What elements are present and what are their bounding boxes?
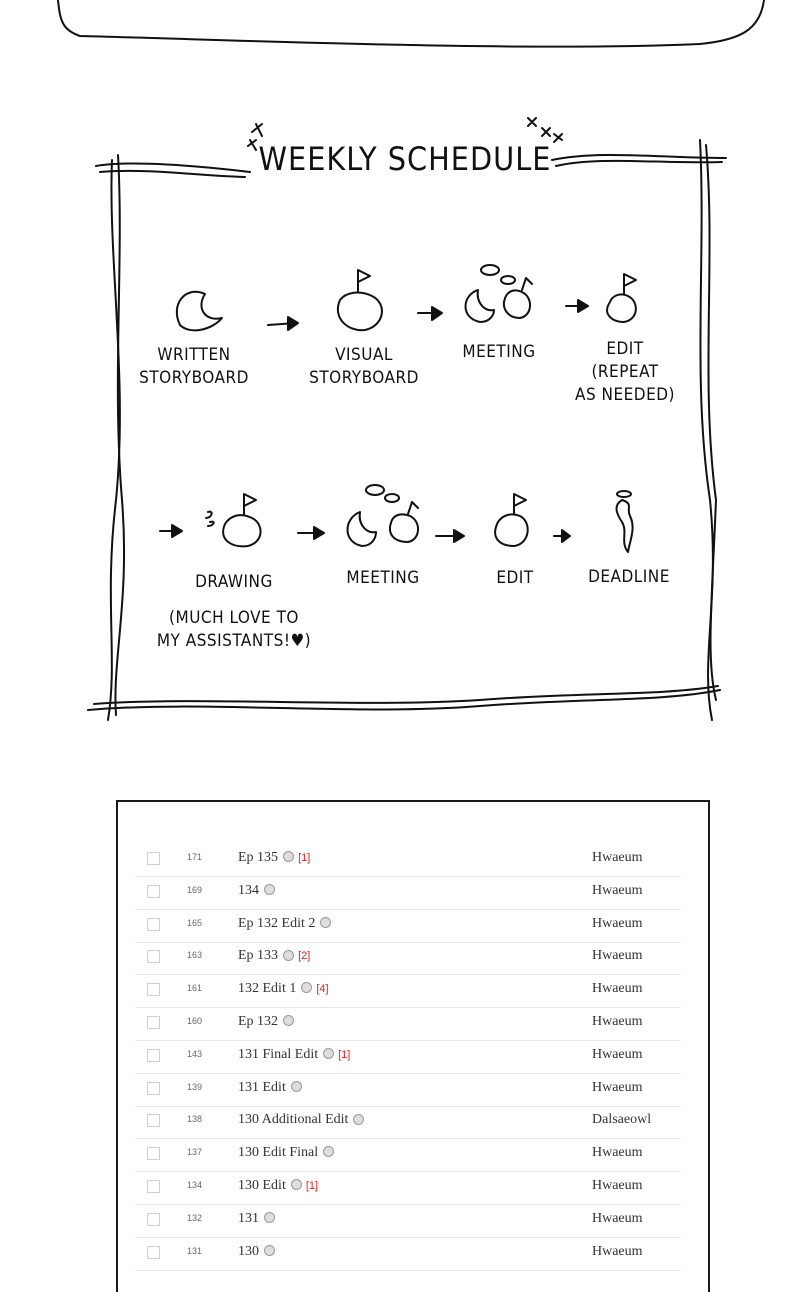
comment-count: [1] (298, 852, 311, 864)
post-author: Hwaeum (592, 882, 643, 898)
post-author: Hwaeum (592, 1046, 643, 1062)
post-title[interactable] (238, 948, 310, 964)
image-attachment-icon (264, 884, 275, 895)
step-label: DRAWING (195, 572, 273, 592)
post-title[interactable] (238, 1211, 279, 1227)
post-number: 163 (187, 950, 203, 961)
post-title[interactable] (238, 1047, 350, 1063)
table-row[interactable] (135, 1237, 681, 1271)
post-number: 165 (187, 917, 203, 928)
post-number: 139 (187, 1081, 203, 1092)
step-written-storyboard (138, 344, 250, 390)
image-attachment-icon (323, 1048, 334, 1059)
comment-count: [4] (316, 983, 329, 996)
step-label: STORYBOARD (139, 368, 249, 388)
comment-count: [1] (338, 1048, 351, 1061)
post-title[interactable] (238, 883, 279, 899)
blob-character-icon (504, 290, 530, 318)
image-attachment-icon (264, 1212, 275, 1223)
post-author: Hwaeum (592, 1210, 643, 1226)
speech-bubble-outline (58, 0, 764, 47)
blob-character-icon (223, 515, 260, 546)
step-label: MY ASSISTANTS!♥) (156, 631, 312, 651)
step-visual-storyboard (306, 344, 422, 390)
image-attachment-icon (283, 950, 294, 961)
image-attachment-icon (291, 1081, 302, 1092)
table-row[interactable] (135, 1105, 681, 1139)
row-checkbox[interactable] (147, 1114, 160, 1127)
post-title-text[interactable]: 131 Edit (238, 1079, 286, 1095)
post-title[interactable] (238, 1080, 306, 1096)
post-number: 134 (187, 1180, 203, 1190)
post-title-text[interactable]: 130 Additional Edit (238, 1112, 349, 1128)
step-label: DEADLINE (588, 567, 670, 587)
post-title-text[interactable]: 131 Final Edit (238, 1046, 319, 1062)
post-title[interactable] (238, 850, 310, 866)
comment-count: [2] (298, 950, 311, 963)
blob-character-icon (607, 294, 636, 322)
step-label: VISUAL (335, 345, 393, 365)
step-label: EDIT (606, 339, 644, 359)
image-attachment-icon (291, 1179, 302, 1190)
table-row[interactable] (135, 876, 681, 910)
post-title-text[interactable]: 131 (238, 1210, 259, 1226)
table-row[interactable] (135, 1073, 681, 1107)
table-row[interactable] (135, 1171, 681, 1205)
step-meeting (448, 341, 550, 364)
post-author: Hwaeum (592, 1178, 643, 1193)
row-checkbox[interactable] (147, 983, 160, 996)
step-drawing (176, 571, 292, 594)
post-number: 131 (187, 1245, 203, 1256)
post-title[interactable] (238, 916, 335, 932)
post-number: 161 (187, 983, 203, 994)
step-edit-repeat (566, 338, 684, 407)
post-number: 160 (187, 1016, 203, 1026)
table-row[interactable] (135, 1204, 681, 1238)
table-row[interactable] (135, 974, 681, 1008)
post-title-text[interactable]: Ep 132 (238, 1014, 279, 1029)
image-attachment-icon (320, 917, 331, 928)
comment-count: [1] (305, 1180, 319, 1192)
row-checkbox[interactable] (147, 1180, 160, 1193)
table-row[interactable] (135, 843, 681, 877)
table-row[interactable] (135, 941, 681, 975)
post-title-text[interactable]: 132 Edit 1 (238, 981, 297, 997)
image-attachment-icon (353, 1114, 364, 1125)
post-number: 171 (187, 852, 203, 862)
step-meeting-2 (330, 567, 436, 590)
row-checkbox[interactable] (147, 1147, 160, 1160)
post-number: 137 (187, 1147, 203, 1158)
moon-character-icon (466, 290, 495, 322)
moon-character-icon (177, 292, 222, 331)
post-author: Hwaeum (592, 1014, 643, 1029)
step-drawing-note (146, 607, 322, 653)
post-title[interactable] (238, 981, 329, 997)
post-title-text[interactable]: Ep 135 (238, 850, 279, 865)
image-attachment-icon (301, 982, 312, 993)
row-checkbox[interactable] (147, 1246, 160, 1259)
row-checkbox[interactable] (147, 1049, 160, 1062)
post-author: Hwaeum (592, 948, 643, 964)
blob-character-icon (390, 514, 418, 542)
row-checkbox[interactable] (147, 950, 160, 963)
image-attachment-icon (283, 1015, 294, 1026)
post-title-text[interactable]: 130 Edit Final (238, 1145, 319, 1161)
step-label: (MUCH LOVE TO (169, 608, 299, 628)
post-author: Hwaeum (592, 1079, 643, 1095)
row-checkbox[interactable] (147, 1082, 160, 1095)
step-deadline (580, 566, 678, 589)
image-attachment-icon (283, 851, 294, 862)
post-title[interactable] (238, 1014, 298, 1030)
post-title-text[interactable]: 134 (238, 882, 259, 898)
table-row[interactable] (135, 1040, 681, 1074)
moon-character-icon (348, 512, 377, 546)
post-author: Dalsaeowl (592, 1112, 652, 1128)
step-label: STORYBOARD (309, 368, 419, 388)
post-title-text[interactable]: 130 Edit (238, 1178, 286, 1193)
post-title[interactable] (238, 1145, 338, 1161)
blob-character-icon (495, 514, 528, 546)
post-title-text[interactable]: Ep 132 Edit 2 (238, 915, 316, 931)
post-author: Hwaeum (592, 850, 643, 865)
post-author: Hwaeum (592, 1145, 643, 1161)
row-checkbox[interactable] (147, 1016, 160, 1029)
post-title-text[interactable]: Ep 133 (238, 948, 279, 964)
post-number: 169 (187, 884, 203, 895)
row-checkbox[interactable] (147, 852, 160, 865)
step-label: MEETING (462, 342, 536, 362)
row-checkbox[interactable] (147, 1213, 160, 1226)
table-row[interactable] (135, 1138, 681, 1172)
schedule-title: WEEKLY SCHEDULE (258, 140, 552, 178)
post-title-text[interactable]: 130 (238, 1243, 259, 1259)
row-checkbox[interactable] (147, 918, 160, 931)
post-number: 132 (187, 1212, 203, 1223)
image-attachment-icon (264, 1245, 275, 1256)
post-number: 143 (187, 1048, 203, 1059)
table-row[interactable] (135, 1007, 681, 1041)
post-number: 138 (187, 1114, 203, 1125)
ghost-character-icon (617, 500, 633, 552)
post-title[interactable] (238, 1112, 368, 1128)
step-label: (REPEAT (591, 362, 659, 382)
list-clip (120, 1272, 705, 1280)
table-row[interactable] (135, 909, 681, 943)
post-author: Hwaeum (592, 915, 643, 931)
post-title[interactable] (238, 1244, 279, 1260)
row-checkbox[interactable] (147, 885, 160, 898)
post-author: Hwaeum (592, 1243, 643, 1259)
post-title[interactable] (238, 1178, 318, 1194)
post-author: Hwaeum (592, 981, 643, 997)
sparkle-icon (528, 118, 562, 142)
step-edit-2 (480, 567, 550, 590)
step-label: MEETING (346, 568, 420, 588)
step-label: AS NEEDED) (575, 385, 675, 405)
blob-character-icon (338, 293, 382, 331)
image-attachment-icon (323, 1146, 334, 1157)
step-label: WRITTEN (157, 345, 231, 365)
step-label: EDIT (496, 568, 534, 588)
